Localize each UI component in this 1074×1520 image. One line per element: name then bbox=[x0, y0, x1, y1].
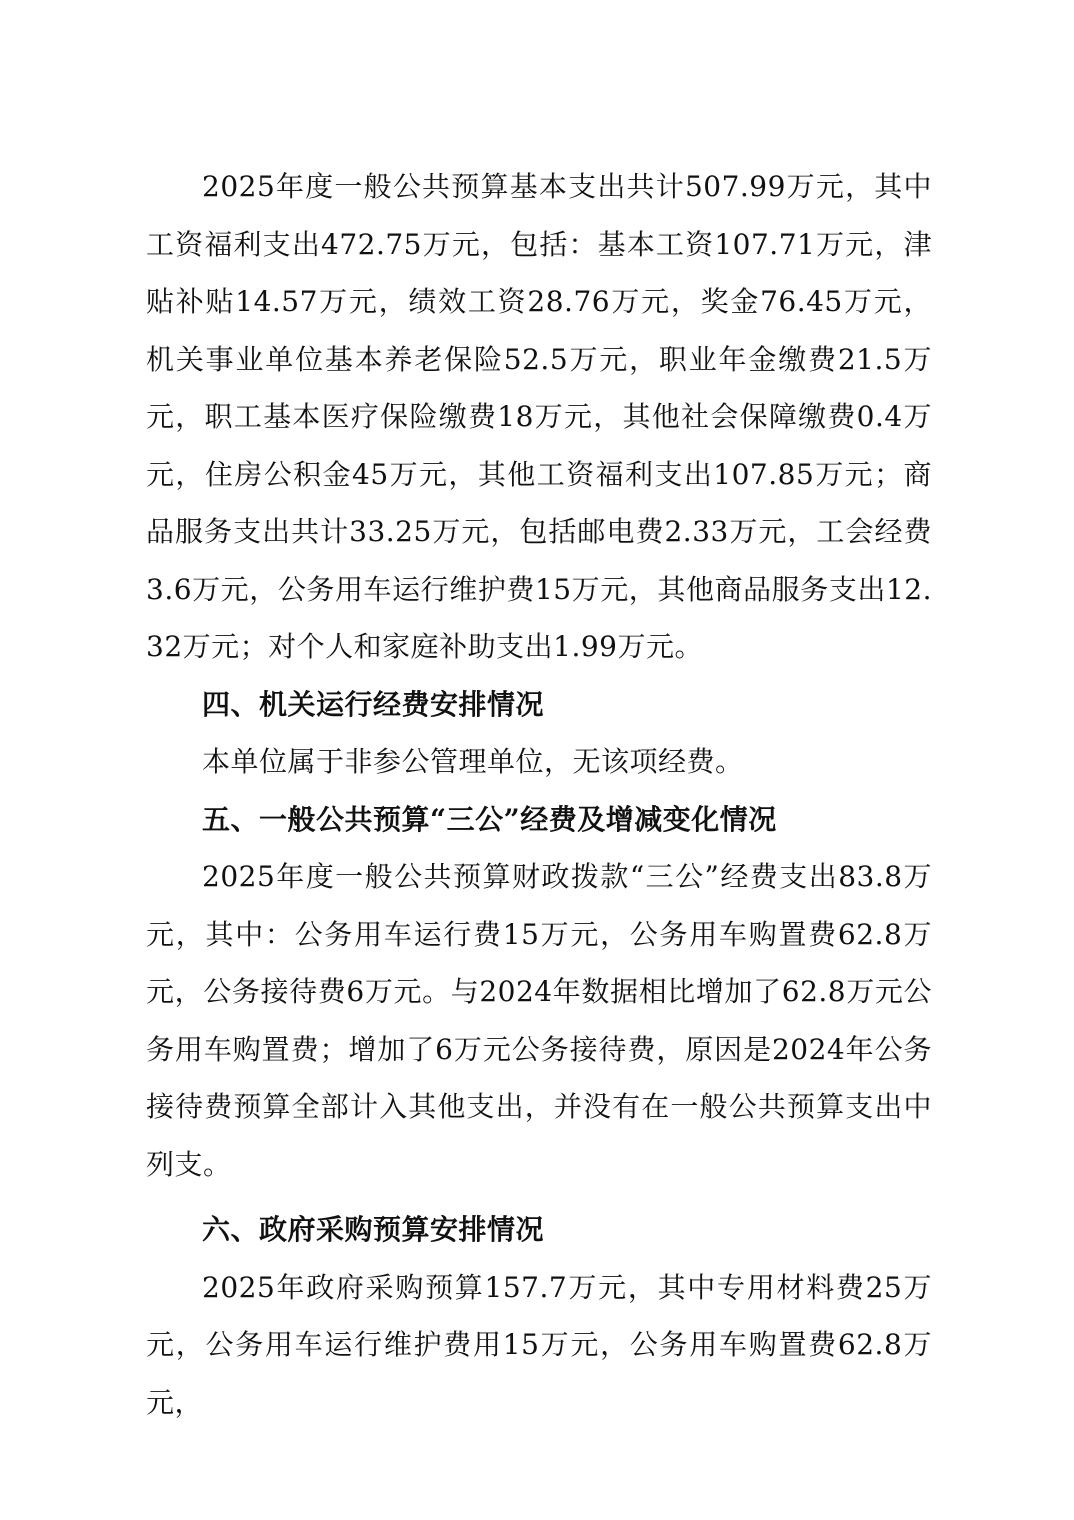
operating-funds-paragraph: 本单位属于非参公管理单位，无该项经费。 bbox=[202, 745, 744, 778]
section-heading-4: 四、机关运行经费安排情况 bbox=[202, 687, 545, 721]
document-page bbox=[146, 158, 932, 1431]
section-heading-5: 五、一般公共预算“三公”经费及增减变化情况 bbox=[202, 802, 777, 836]
section-heading-6: 六、政府采购预算安排情况 bbox=[202, 1213, 545, 1246]
procurement-paragraph: 2025年政府采购预算157.7万元，其中专用材料费25万元，公务用车运行维护费用15万元，公务用车购置费62.8万元， bbox=[146, 1270, 932, 1419]
basic-expenditure-paragraph: 2025年度一般公共预算基本支出共计507.99万元，其中工资福利支出472.75万元，包括：基本工资107.71万元，津贴补贴14.57万元，绩效工资28.76万元，奖金76.45万元，机关事业单位基本养老保险52.5万元，职业年金缴费21.5万元，职工基本医疗保险缴费18万元，其他社会保障缴费0.4万元，住房公积金45万元，其他工资福利支出107.85万元；商品服务支出共计33.25万元，包括邮电费2.33万元，工会经费3.6万元，公务用车运行维护费15万元，其他商品服务支出12.32万元；对个人和家庭补助支出1.99万元。 bbox=[146, 170, 932, 663]
three-public-expenses-paragraph: 2025年度一般公共预算财政拨款“三公”经费支出83.8万元，其中：公务用车运行费15万元，公务用车购置费62.8万元，公务接待费6万元。与2024年数据相比增加了62.8万元公务用车购置费；增加了6万元公务接待费，原因是2024年公务接待费预算全部计入其他支出，并没有在一般公共预算支出中列支。 bbox=[146, 860, 932, 1181]
